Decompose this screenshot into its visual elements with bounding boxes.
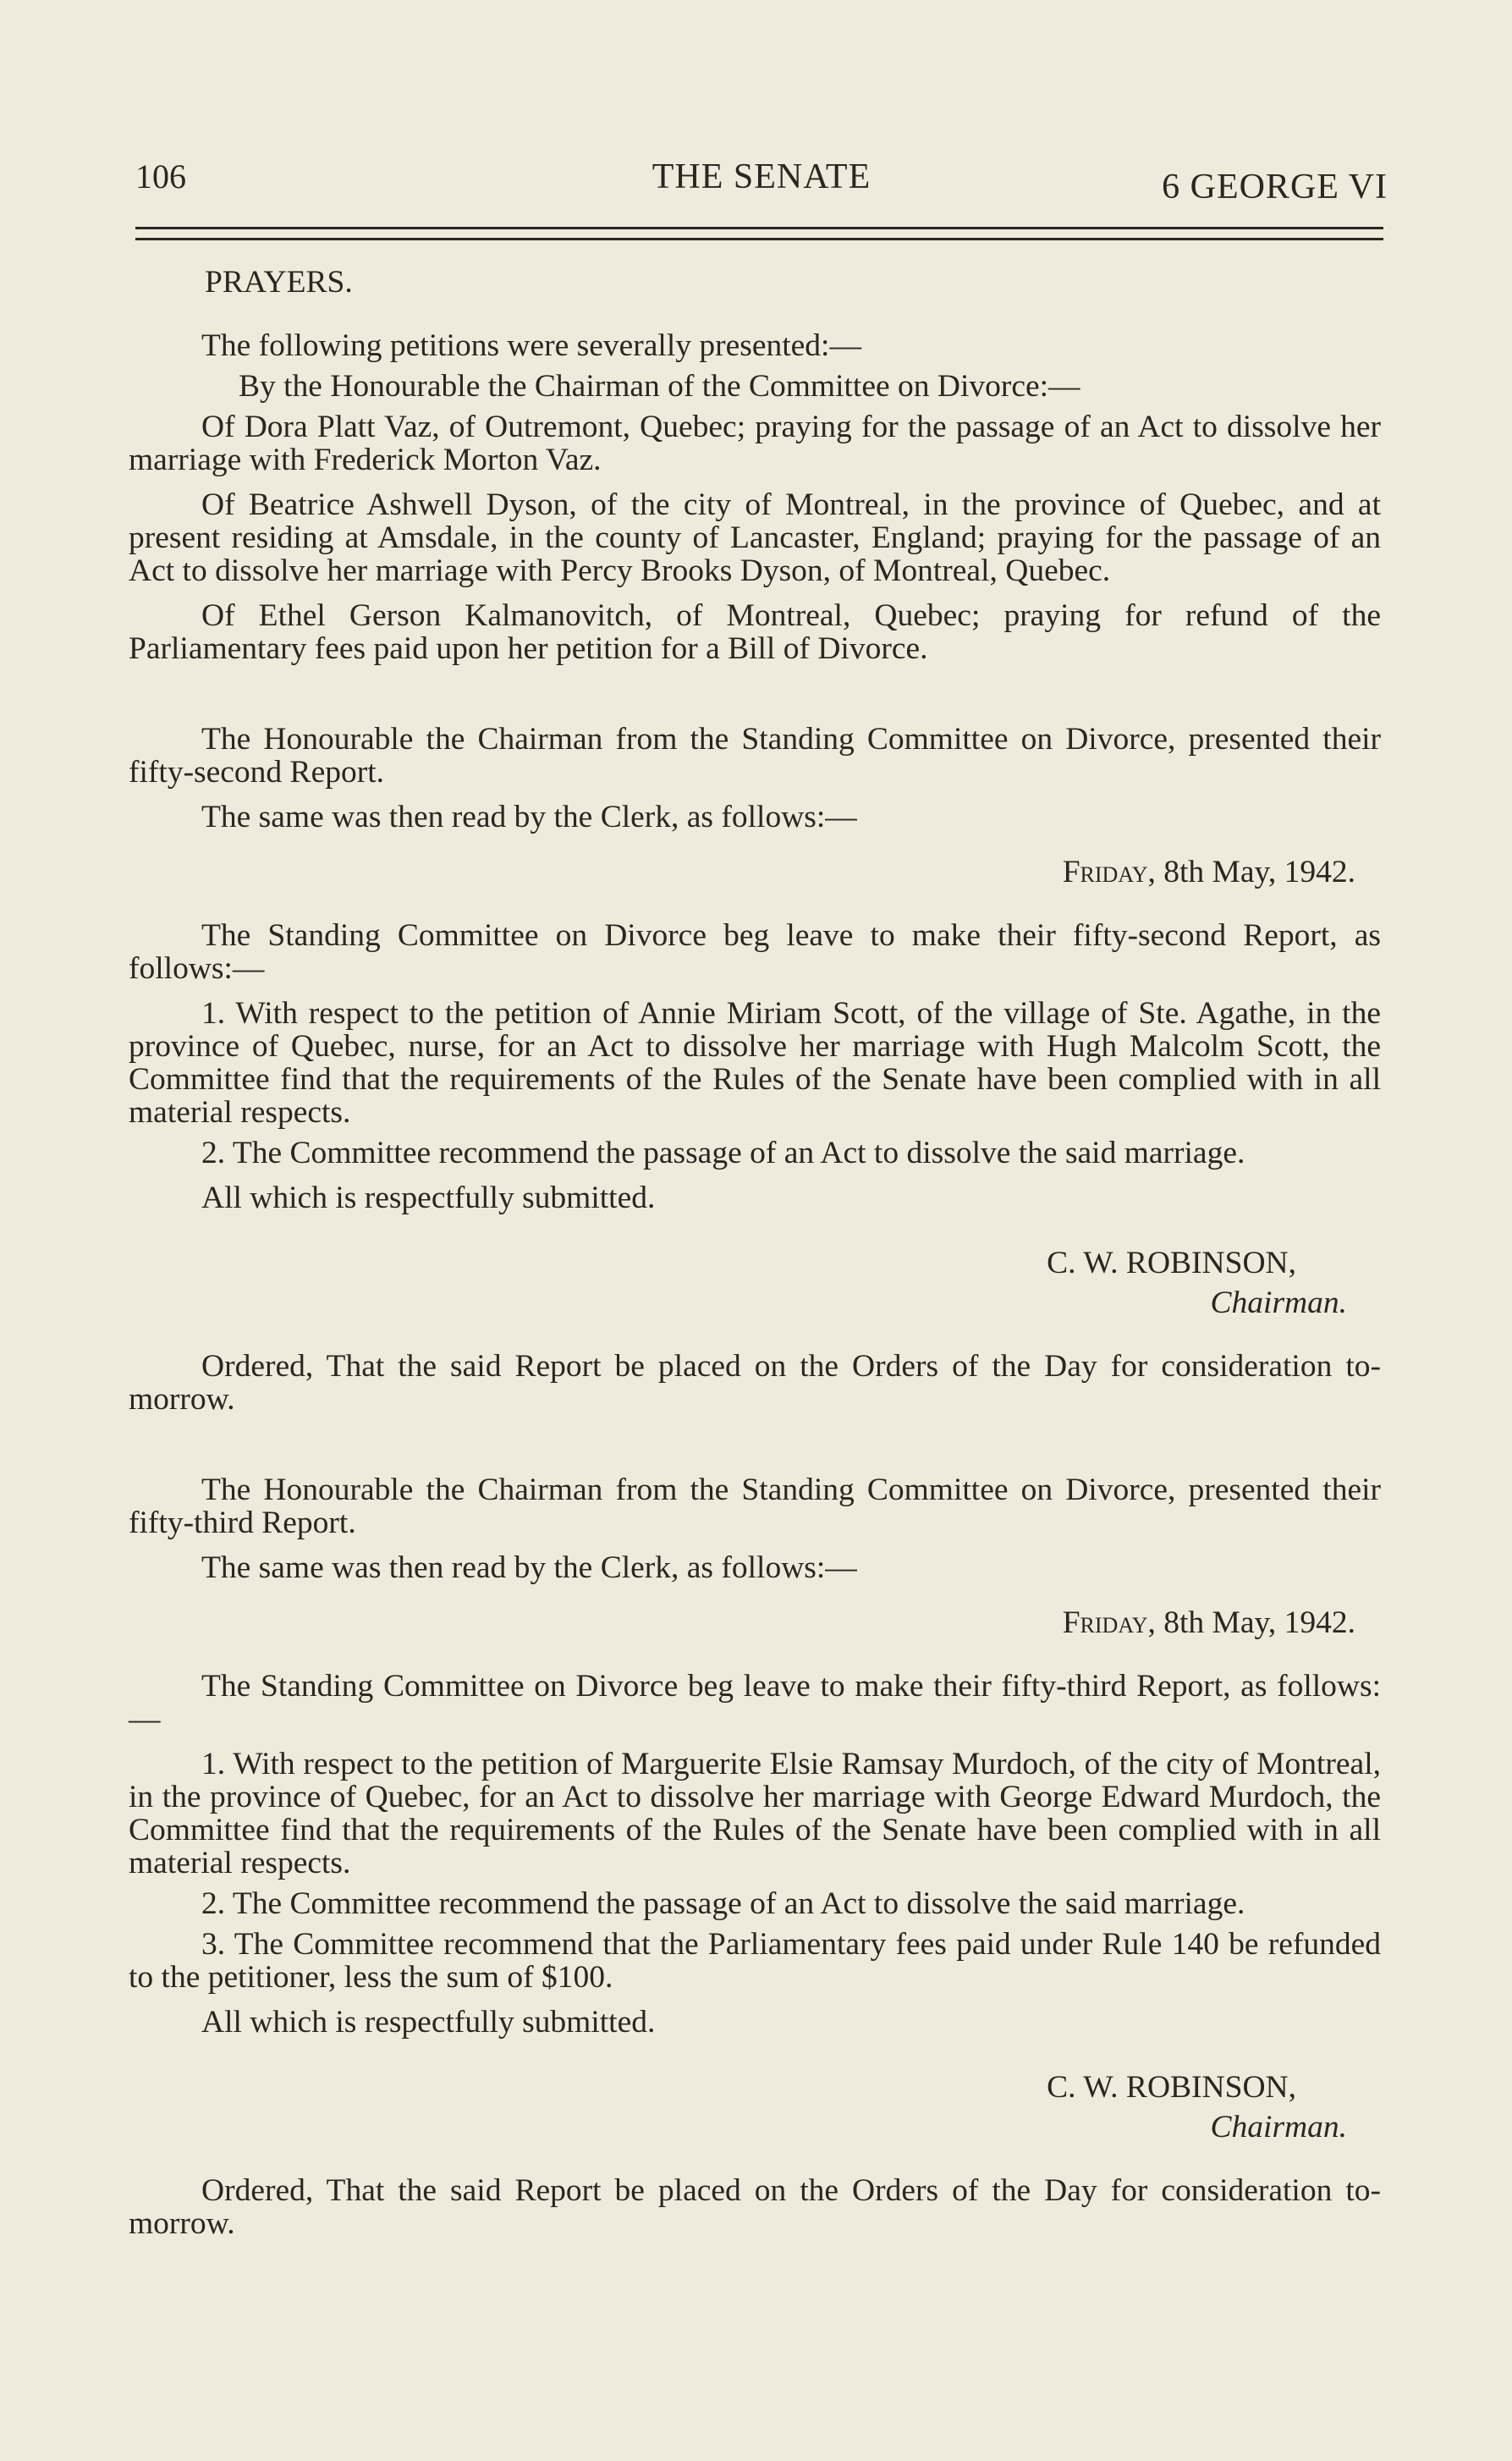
report-53-signature-title: Chairman. [1210, 2110, 1347, 2144]
prayers-heading: PRAYERS. [205, 265, 353, 300]
page-header [135, 157, 1388, 216]
report-52-signature-title: Chairman. [1210, 1286, 1347, 1320]
report-52-signature: C. W. ROBINSON, [1047, 1246, 1296, 1280]
report-52-ordered: Ordered, That the said Report be placed on the Orders of the Day for consideration to-morrow. [129, 1349, 1381, 1417]
report-52-item-2: 2. The Committee recommend the passage of an Act to dissolve the said marriage. [201, 1136, 1245, 1170]
report-52-closing: All which is respectfully submitted. [201, 1181, 656, 1215]
report-53-date-rest: , 8th May, 1942. [1147, 1605, 1355, 1640]
header-rule-bottom [135, 238, 1383, 240]
report-52-date [129, 856, 1381, 889]
running-title: THE SENATE [652, 157, 871, 196]
petition-kalmanovitch: Of Ethel Gerson Kalmanovitch, of Montreal, Quebec; praying for refund of the Parliamentary fees paid upon her petition for a Bill of Divorce. [129, 598, 1381, 666]
report-53-item-2: 2. The Committee recommend the passage of an Act to dissolve the said marriage. [201, 1886, 1245, 1921]
report-52-date-rest: , 8th May, 1942. [1147, 855, 1355, 889]
report-53-presented: The Honourable the Chairman from the Standing Committee on Divorce, presented their fifty-third Report. [129, 1473, 1381, 1540]
report-53-date [129, 1606, 1381, 1639]
report-52-presented: The Honourable the Chairman from the Standing Committee on Divorce, presented their fifty-second Report. [129, 722, 1381, 790]
petition-vaz: Of Dora Platt Vaz, of Outremont, Quebec; praying for the passage of an Act to dissolve her marriage with Frederick Morton Vaz. [129, 410, 1381, 477]
report-52-item-1: 1. With respect to the petition of Annie Miriam Scott, of the village of Ste. Agathe, in the province of Quebec, nurse, for an Act to dissolve her marriage with Hugh Malcolm Scott, the Committee find that the requirements of the Rules of the Senate have been complied with in all material respects. [129, 996, 1381, 1130]
petitions-intro: The following petitions were severally presented:— [201, 328, 861, 363]
report-53-item-1: 1. With respect to the petition of Marguerite Elsie Ramsay Murdoch, of the city of Montreal, in the province of Quebec, for an Act to dissolve her marriage with George Edward Murdoch, the Committee find that the requirements of the Rules of the Senate have been complied with in all material respects. [129, 1747, 1381, 1880]
report-52-date-day: Friday [1062, 855, 1148, 889]
page-number: 106 [135, 157, 186, 195]
petition-dyson: Of Beatrice Ashwell Dyson, of the city of Montreal, in the province of Quebec, and at present residing at Amsdale, in the county of Lancaster, England; praying for the passage of an Act to dissolve her marriage with Percy Brooks Dyson, of Montreal, Quebec. [129, 487, 1381, 588]
report-53-read: The same was then read by the Clerk, as follows:— [201, 1550, 857, 1585]
report-53-closing: All which is respectfully submitted. [201, 2005, 656, 2040]
report-53-item-3: 3. The Committee recommend that the Parliamentary fees paid under Rule 140 be refunded to the petitioner, less the sum of $100. [129, 1927, 1381, 1995]
report-53-intro: The Standing Committee on Divorce beg leave to make their fifty-third Report, as follows:— [129, 1669, 1381, 1737]
regnal-year: 6 GEORGE VI [1162, 168, 1388, 206]
petitions-by: By the Honourable the Chairman of the Committee on Divorce:— [239, 369, 1080, 404]
report-52-read: The same was then read by the Clerk, as follows:— [201, 800, 857, 834]
report-53-ordered: Ordered, That the said Report be placed on the Orders of the Day for consideration to-morrow. [129, 2173, 1381, 2241]
page-body [129, 254, 1381, 2240]
header-rule-top [135, 227, 1383, 229]
report-53-date-day: Friday [1062, 1605, 1148, 1640]
report-52-intro: The Standing Committee on Divorce beg leave to make their fifty-second Report, as follows:— [129, 918, 1381, 986]
report-53-signature: C. W. ROBINSON, [1047, 2070, 1296, 2105]
